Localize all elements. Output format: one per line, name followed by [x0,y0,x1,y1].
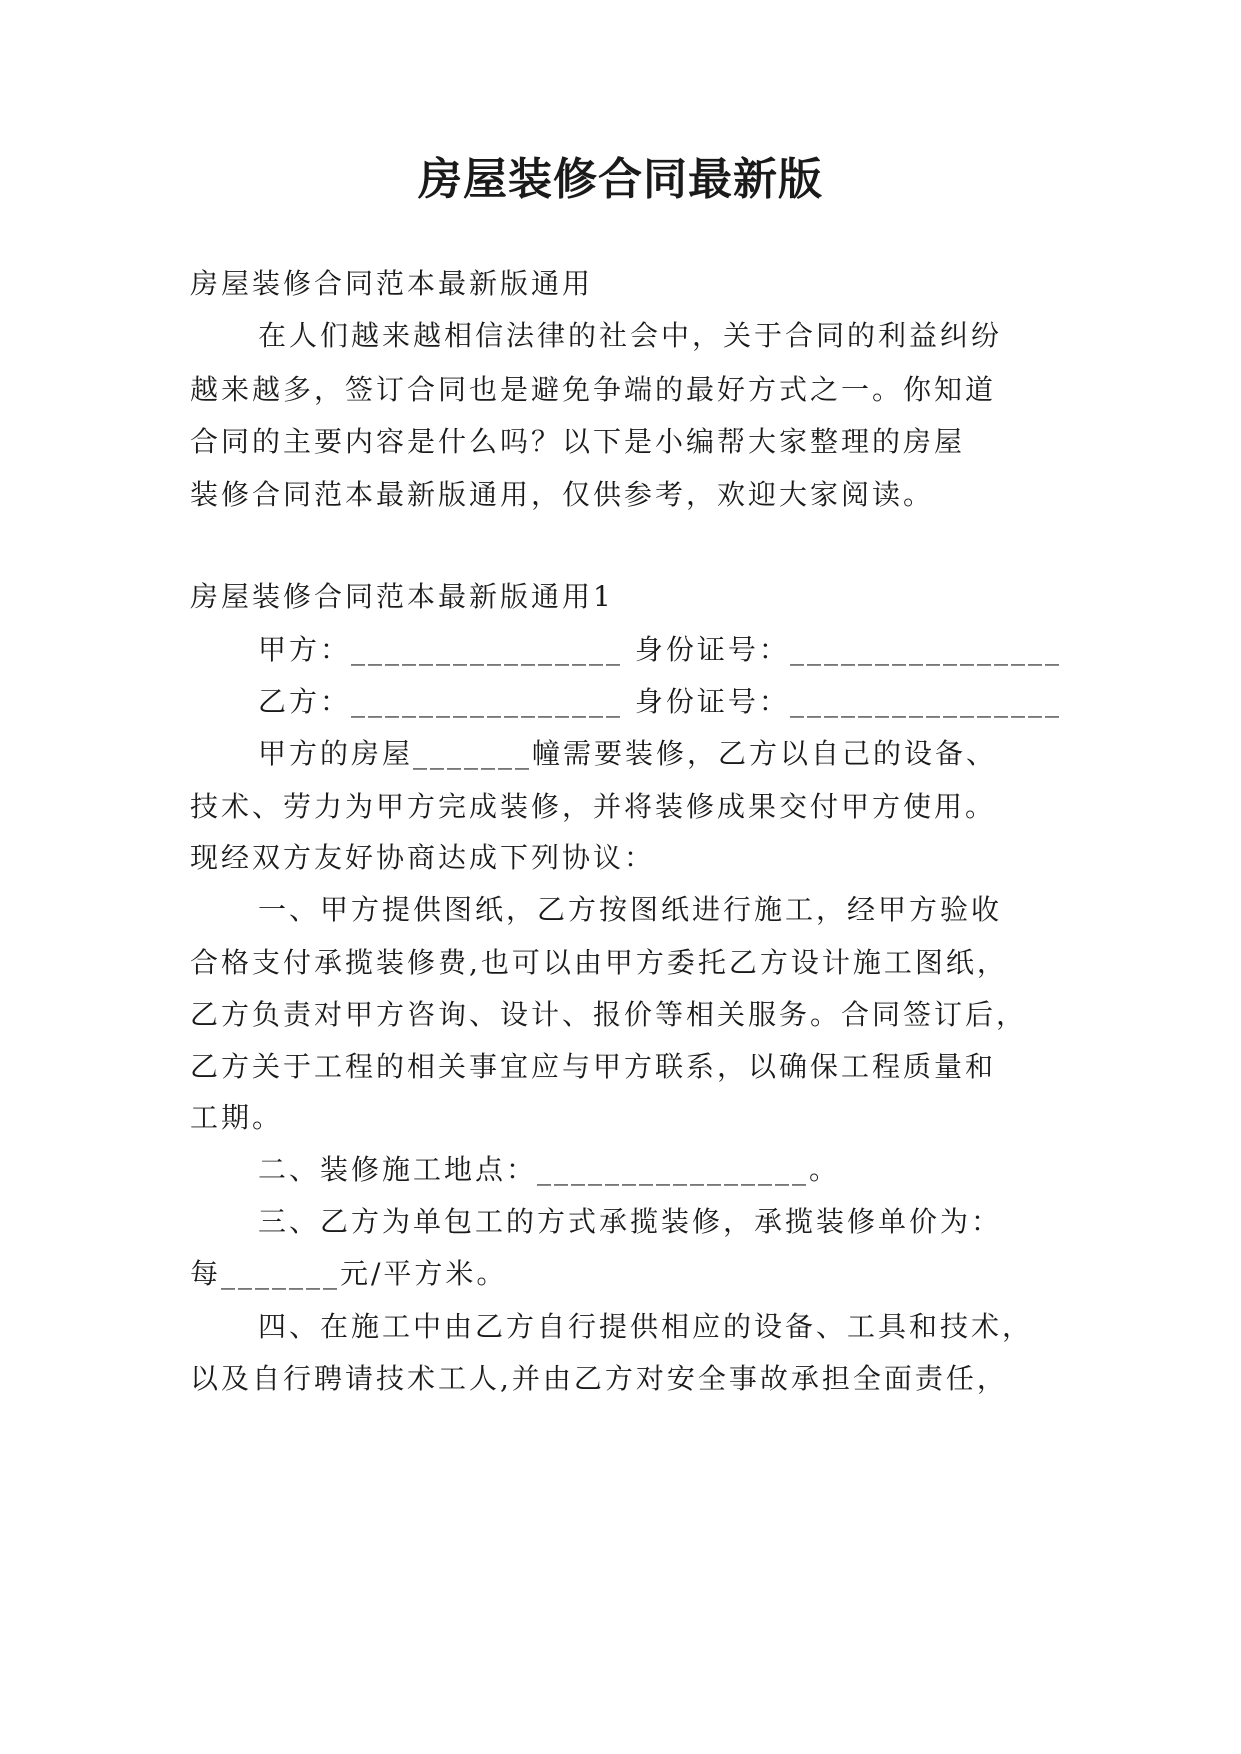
clause3-line-2: 每_______元/平方米。 [190,1257,508,1290]
clause1-line-1: 一、甲方提供图纸，乙方按图纸进行施工，经甲方验收 [258,893,1003,926]
clause2-line: 二、装修施工地点：________________。 [258,1153,841,1186]
party-b-id-blank[interactable]: ________________ [789,685,1062,718]
party-a-line [258,630,1138,670]
intro-line-4: 装修合同范本最新版通用，仅供参考，欢迎大家阅读。 [190,478,935,511]
party-b-id-label: 身份证号： [634,685,790,718]
intro-line-3: 合同的主要内容是什么吗？以下是小编帮大家整理的房屋 [190,425,966,458]
document-subtitle: 房屋装修合同范本最新版通用 [190,267,594,300]
party-a-label: 甲方： [258,633,352,666]
party-a-id-label: 身份证号： [634,633,790,666]
clause4-line-1: 四、在施工中由乙方自行提供相应的设备、工具和技术， [258,1310,1034,1343]
party-b-label: 乙方： [258,685,352,718]
clause4-line-2: 以及自行聘请技术工人,并由乙方对安全事故承担全面责任， [190,1362,1008,1395]
preamble-line-1: 甲方的房屋_______幢需要装修，乙方以自己的设备、 [258,737,998,770]
clause1-line-2: 合格支付承揽装修费,也可以由甲方委托乙方设计施工图纸， [190,946,1008,979]
preamble-line-3: 现经双方友好协商达成下列协议： [190,841,656,874]
clause1-line-4: 乙方关于工程的相关事宜应与甲方联系，以确保工程质量和 [190,1050,997,1083]
clause1-line-3: 乙方负责对甲方咨询、设计、报价等相关服务。合同签订后， [190,998,1028,1031]
party-a-name-blank[interactable]: ________________ [351,633,624,666]
intro-line-2: 越来越多，签订合同也是避免争端的最好方式之一。你知道 [190,373,997,406]
preamble-line-2: 技术、劳力为甲方完成装修，并将装修成果交付甲方使用。 [190,790,997,823]
section-heading: 房屋装修合同范本最新版通用1 [190,580,614,613]
party-a-id-blank[interactable]: ________________ [789,633,1062,666]
clause1-line-5: 工期。 [190,1101,284,1134]
clause3-line-1: 三、乙方为单包工的方式承揽装修，承揽装修单价为： [258,1205,1003,1238]
party-b-line [258,682,1138,722]
party-b-name-blank[interactable]: ________________ [351,685,624,718]
document-title: 房屋装修合同最新版 [418,154,823,205]
intro-line-1: 在人们越来越相信法律的社会中，关于合同的利益纠纷 [258,319,1003,352]
